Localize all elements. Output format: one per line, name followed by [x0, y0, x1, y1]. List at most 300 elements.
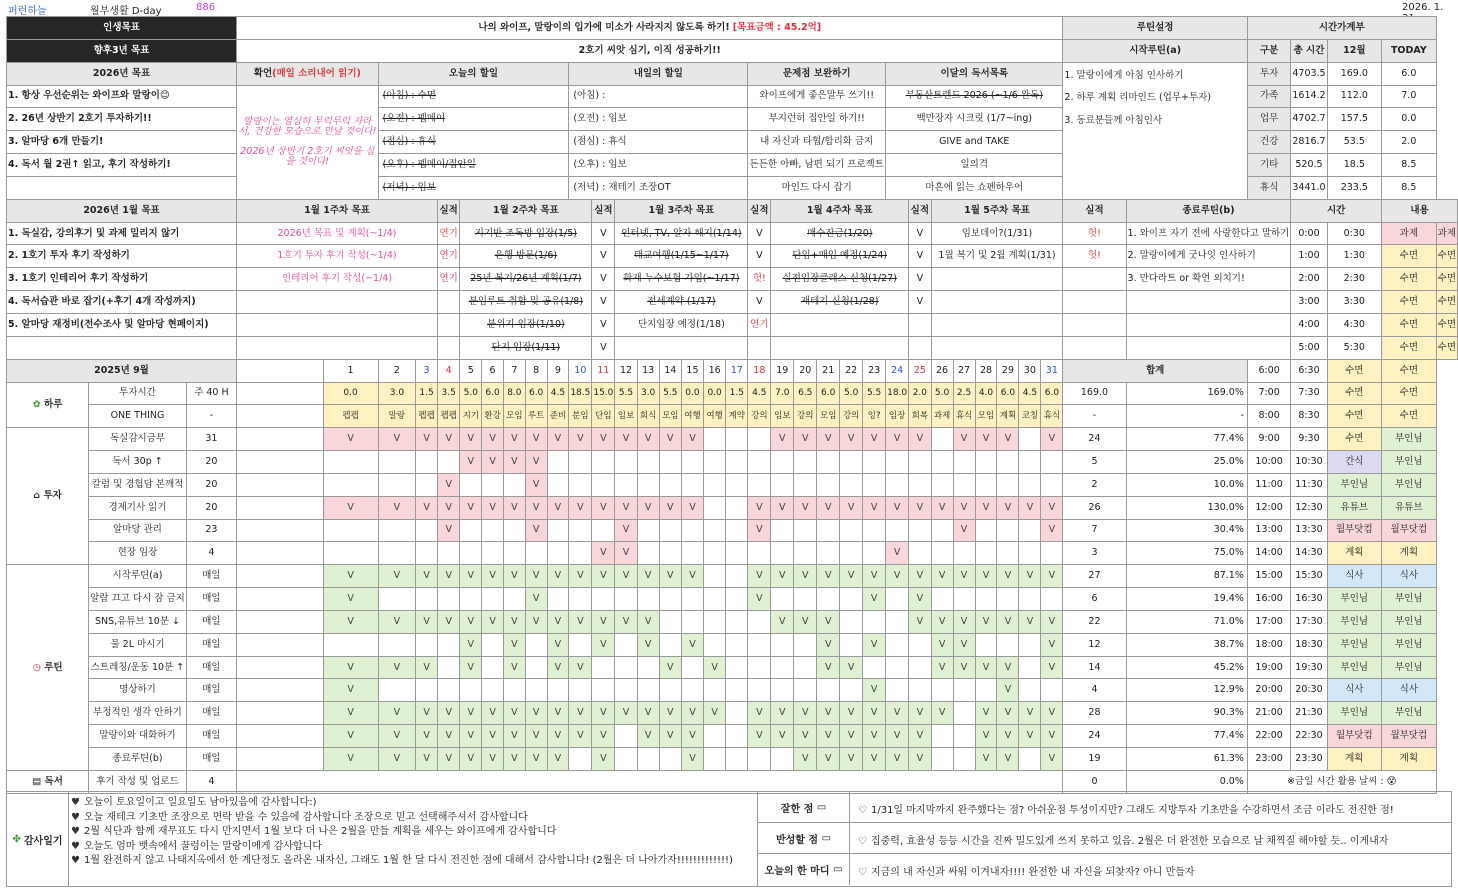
- day-check: V: [997, 656, 1019, 679]
- sum-percent: 130.0%: [1126, 496, 1247, 519]
- grid-row: [7, 656, 1458, 679]
- day-check: [794, 588, 817, 611]
- review-text: ♡ 지금의 내 자신과 싸워 이겨내자!!!! 완전한 내 자신을 되찾자? 아니 만들자: [858, 867, 1195, 878]
- day-check: [771, 633, 794, 656]
- day-check: [909, 473, 931, 496]
- day-check: [909, 656, 931, 679]
- time-actual: 계획: [1382, 542, 1437, 565]
- day-one-thing: 여행: [681, 405, 703, 428]
- day-check: [1041, 588, 1063, 611]
- grid-row: [7, 291, 1458, 314]
- day-check: [637, 542, 659, 565]
- row-target: 매일: [186, 588, 236, 611]
- day-check: V: [794, 725, 817, 748]
- day-check: [726, 428, 748, 451]
- section2-header: 1월 3주차 목표: [615, 199, 748, 222]
- day-one-thing: 단임: [592, 405, 615, 428]
- day-check: [569, 451, 592, 474]
- day-check: [748, 473, 771, 496]
- day-one-thing: 말랑: [378, 405, 416, 428]
- day-check: [771, 473, 794, 496]
- day-check: [909, 519, 931, 542]
- row-target: -: [186, 405, 236, 428]
- row-target: 매일: [186, 633, 236, 656]
- comment-icon: ▭: [832, 864, 843, 875]
- day-check: V: [975, 496, 997, 519]
- time-actual: 부인님: [1382, 610, 1437, 633]
- content-header: 내용: [1382, 199, 1458, 222]
- day-check: V: [1041, 428, 1063, 451]
- day-header: 31: [1041, 359, 1063, 382]
- sum-percent: 45.2%: [1126, 656, 1247, 679]
- time-plan: 수면: [1382, 336, 1437, 359]
- day-check: [997, 588, 1019, 611]
- budget-total: 4702.7: [1291, 108, 1327, 131]
- day-check: [886, 610, 909, 633]
- day-check: V: [569, 565, 592, 588]
- day-check: [953, 702, 975, 725]
- day-hours: 1.5: [726, 382, 748, 405]
- day-check: V: [416, 610, 438, 633]
- time-end: 2:30: [1327, 268, 1381, 291]
- day-hours: 0.0: [681, 382, 703, 405]
- day-one-thing: 지기: [460, 405, 482, 428]
- sun-icon: ✿: [32, 398, 41, 410]
- end-routine-item: 3. 만다라트 or 확언 외치기!: [1126, 268, 1291, 291]
- day-check: V: [460, 451, 482, 474]
- time-start: 5:00: [1291, 336, 1327, 359]
- tomorrow-todo: (아침) :: [569, 85, 748, 108]
- weekly-result: [437, 291, 459, 314]
- day-check: V: [817, 610, 840, 633]
- day-check: V: [748, 702, 771, 725]
- day-hours: 0.0: [323, 382, 378, 405]
- weekly-goal: 인터넷, TV, 알자 해지(1/14): [615, 222, 748, 245]
- goal-2026-item: 4. 독서 월 2권↑ 읽고, 후기 작성하기!: [7, 154, 237, 177]
- day-check: [704, 748, 726, 771]
- time-end: 10:30: [1291, 451, 1327, 474]
- day-check: [931, 428, 953, 451]
- day-check: V: [1019, 496, 1041, 519]
- row-label: 독실감시금부: [89, 428, 187, 451]
- weekly-goal: 재테기 신청(1/28): [771, 291, 909, 314]
- time-plan: 계획: [1327, 542, 1381, 565]
- time-start: 8:00: [1247, 405, 1290, 428]
- day-check: [704, 610, 726, 633]
- day-hours: 7.0: [771, 382, 794, 405]
- day-one-thing: 모임: [817, 405, 840, 428]
- day-check: [726, 496, 748, 519]
- problem-item: 와이프에게 좋은말투 쓰기!!: [748, 85, 886, 108]
- tracker-pad: [237, 656, 324, 679]
- tracker-pad: [237, 725, 324, 748]
- day-check: [953, 748, 975, 771]
- day-check: V: [323, 679, 378, 702]
- weekly-goal: [237, 313, 438, 336]
- day-check: [681, 473, 703, 496]
- day-header: 3: [416, 359, 438, 382]
- weekly-goal: 태교여행(1/15~1/17): [615, 245, 748, 268]
- day-check: [704, 588, 726, 611]
- weekly-goal: 매수잔금(1/20): [771, 222, 909, 245]
- time-start: 4:00: [1291, 313, 1327, 336]
- three-year-goal: 2호기 씨앗 심기, 이직 성공하기!!: [237, 39, 1063, 62]
- time-end: 8:30: [1291, 405, 1327, 428]
- day-check: V: [953, 496, 975, 519]
- time-actual: 수면: [1436, 291, 1457, 314]
- day-one-thing: 계획: [997, 405, 1019, 428]
- day-check: [726, 656, 748, 679]
- day-check: V: [863, 748, 886, 771]
- weekly-goal: 은행 방문(1/6): [460, 245, 592, 268]
- day-check: [931, 473, 953, 496]
- weekly-result: V: [592, 245, 615, 268]
- day-check: [817, 542, 840, 565]
- day-one-thing: 모임: [975, 405, 997, 428]
- day-check: [748, 610, 771, 633]
- day-check: [931, 542, 953, 565]
- day-check: [637, 473, 659, 496]
- row-target: 20: [186, 496, 236, 519]
- sum-total: 26: [1063, 496, 1126, 519]
- gratitude-line: ♥ 2월 식단과 함께 재무표도 다시 만지면서 1월 보다 더 나은 2월을 만들 계획을 세우는 와이프에게 감사합니다: [71, 826, 557, 837]
- time-end: 19:30: [1291, 656, 1327, 679]
- day-check: V: [378, 656, 416, 679]
- day-check: [1041, 542, 1063, 565]
- day-check: [482, 588, 504, 611]
- goal-2026-item: [7, 176, 237, 199]
- day-check: [931, 451, 953, 474]
- time-plan: 부인님: [1327, 633, 1381, 656]
- day-check: V: [437, 725, 459, 748]
- day-check: V: [378, 565, 416, 588]
- day-check: V: [1019, 565, 1041, 588]
- day-check: [592, 473, 615, 496]
- day-check: [704, 496, 726, 519]
- weekly-result: V: [592, 336, 615, 359]
- day-check: V: [592, 748, 615, 771]
- gratitude-label: ✤ 감사일기: [7, 792, 69, 886]
- day-check: [931, 519, 953, 542]
- grid-row: [7, 62, 1458, 85]
- section1-header: 2026년 목표: [7, 62, 237, 85]
- time-plan: 유튜브: [1327, 496, 1381, 519]
- budget-col-header: TODAY: [1382, 39, 1437, 62]
- start-routine-item: 3. 동료분들께 아침인사: [1064, 115, 1163, 127]
- weekly-goal: 1월 복기 및 2월 계획(1/31): [931, 245, 1063, 268]
- time-end: 1:30: [1327, 245, 1381, 268]
- row-target: 4: [186, 542, 236, 565]
- tracker-pad: [237, 451, 324, 474]
- sum-percent: -: [1126, 405, 1247, 428]
- day-check: V: [525, 451, 547, 474]
- day-check: [997, 519, 1019, 542]
- day-check: [547, 679, 569, 702]
- day-check: V: [997, 428, 1019, 451]
- weekly-result: V: [909, 245, 931, 268]
- end-routine-item: 1. 와이프 자기 전에 사랑한다고 말하기: [1126, 222, 1291, 245]
- time-plan: 부인님: [1327, 702, 1381, 725]
- day-check: V: [909, 496, 931, 519]
- time-actual: 수면: [1382, 405, 1437, 428]
- day-check: [482, 656, 504, 679]
- day-check: [323, 519, 378, 542]
- day-check: [975, 679, 997, 702]
- day-check: V: [817, 633, 840, 656]
- day-check: V: [569, 702, 592, 725]
- weekly-result: [909, 336, 931, 359]
- sum-percent: 19.4%: [1126, 588, 1247, 611]
- day-check: V: [704, 656, 726, 679]
- day-check: V: [592, 428, 615, 451]
- day-check: [840, 542, 863, 565]
- day-check: [659, 451, 681, 474]
- day-check: [615, 473, 637, 496]
- day-check: [547, 451, 569, 474]
- day-check: V: [863, 496, 886, 519]
- tracker-pad: [237, 496, 324, 519]
- time-plan: 수면: [1327, 382, 1381, 405]
- day-check: [482, 679, 504, 702]
- weekly-result: 연기: [437, 222, 459, 245]
- day-check: V: [482, 748, 504, 771]
- today-todo: (아침) : 수면: [378, 85, 569, 108]
- day-check: [794, 473, 817, 496]
- day-check: V: [592, 725, 615, 748]
- day-check: V: [794, 610, 817, 633]
- day-one-thing: 코칭: [1019, 405, 1041, 428]
- sum-percent: 61.3%: [1126, 748, 1247, 771]
- day-check: V: [1041, 565, 1063, 588]
- day-check: [378, 519, 416, 542]
- time-start: 14:00: [1247, 542, 1290, 565]
- grid-row: [7, 245, 1458, 268]
- day-check: V: [771, 725, 794, 748]
- monthly-goal: 1. 독실감, 강의후기 및 과제 밀리지 않기: [7, 222, 237, 245]
- day-check: V: [547, 565, 569, 588]
- grid-row: [7, 588, 1458, 611]
- review-label: 잘한 점 ▭: [758, 792, 850, 823]
- day-check: V: [323, 748, 378, 771]
- day-check: V: [323, 496, 378, 519]
- day-check: V: [748, 588, 771, 611]
- budget-category: 휴식: [1247, 176, 1290, 199]
- grid-row: [7, 565, 1458, 588]
- time-start: 21:00: [1247, 702, 1290, 725]
- today-todo: (저녁) : 임보: [378, 176, 569, 199]
- day-check: V: [482, 451, 504, 474]
- day-check: [637, 748, 659, 771]
- day-check: [637, 656, 659, 679]
- time-start: 7:00: [1247, 382, 1290, 405]
- budget-category: 업무: [1247, 108, 1290, 131]
- weekly-goal: 2026년 목표 및 계획(~1/4): [237, 222, 438, 245]
- day-check: [726, 542, 748, 565]
- top-bar: [0, 0, 1458, 16]
- day-check: V: [615, 542, 637, 565]
- day-one-thing: 임장: [886, 405, 909, 428]
- book-item: 백만장자 시크릿 (1/7~ing): [886, 108, 1063, 131]
- time-start: 9:00: [1247, 428, 1290, 451]
- tomorrow-todo: (저녁) : 재테기 조장OT: [569, 176, 748, 199]
- day-check: V: [525, 565, 547, 588]
- day-check: V: [503, 496, 525, 519]
- day-check: [569, 633, 592, 656]
- day-check: V: [840, 428, 863, 451]
- start-routine-list: [1063, 62, 1247, 199]
- row-target: 주 40 H: [186, 382, 236, 405]
- day-check: [460, 519, 482, 542]
- day-check: V: [659, 725, 681, 748]
- day-check: [525, 542, 547, 565]
- budget-total: 2816.7: [1291, 131, 1327, 154]
- day-check: V: [909, 428, 931, 451]
- budget-today: 2.0: [1382, 131, 1437, 154]
- weekly-result: [1063, 336, 1126, 359]
- day-check: [886, 656, 909, 679]
- goal-2026-item: 3. 알마당 6개 만들기!: [7, 131, 237, 154]
- day-check: [886, 519, 909, 542]
- day-header: 27: [953, 359, 975, 382]
- day-check: V: [1041, 633, 1063, 656]
- time-start: 3:00: [1291, 291, 1327, 314]
- time-actual: 유튜브: [1382, 496, 1437, 519]
- budget-total: 1614.2: [1291, 85, 1327, 108]
- time-actual: 부인님: [1382, 633, 1437, 656]
- day-check: V: [1041, 748, 1063, 771]
- budget-today: 8.5: [1382, 154, 1437, 177]
- clock-icon: ◷: [32, 661, 41, 673]
- day-header: 25: [909, 359, 931, 382]
- sum-total: 0: [1063, 770, 1126, 793]
- day-check: V: [437, 428, 459, 451]
- day-check: V: [997, 610, 1019, 633]
- day-check: [863, 656, 886, 679]
- weekly-result: [1063, 313, 1126, 336]
- day-check: [863, 542, 886, 565]
- day-check: V: [794, 702, 817, 725]
- day-check: V: [437, 565, 459, 588]
- day-check: V: [1019, 702, 1041, 725]
- day-check: V: [886, 496, 909, 519]
- time-start: 13:00: [1247, 519, 1290, 542]
- life-goal: 나의 와이프, 말랑이의 입가에 미소가 사라지지 않도록 하기! [목표금액 : 45.2억]: [237, 17, 1063, 40]
- day-check: [482, 473, 504, 496]
- house-icon: ⌂: [33, 490, 41, 502]
- sum-total: 6: [1063, 588, 1126, 611]
- day-check: [482, 519, 504, 542]
- weekly-goal: 실전임장클래스 신청(1/27): [771, 268, 909, 291]
- section1-header: 문제점 보완하기: [748, 62, 886, 85]
- weekly-result: V: [592, 313, 615, 336]
- day-check: [416, 679, 438, 702]
- day-check: [748, 633, 771, 656]
- day-check: [704, 428, 726, 451]
- weekly-result: V: [909, 291, 931, 314]
- day-check: V: [482, 496, 504, 519]
- day-check: V: [547, 633, 569, 656]
- day-check: [615, 588, 637, 611]
- day-check: V: [615, 496, 637, 519]
- sum-total: 12: [1063, 633, 1126, 656]
- day-check: V: [659, 702, 681, 725]
- tracker-pad: [237, 473, 324, 496]
- grid-row: [7, 428, 1458, 451]
- day-check: V: [931, 610, 953, 633]
- time-plan: 수면: [1382, 291, 1437, 314]
- day-header: 21: [817, 359, 840, 382]
- day-check: [997, 473, 1019, 496]
- time-plan: 수면: [1327, 428, 1381, 451]
- day-check: V: [931, 633, 953, 656]
- date-label: 2026. 1.: [1402, 2, 1444, 13]
- today-todo: (오전) : 펩메이: [378, 108, 569, 131]
- day-check: V: [503, 748, 525, 771]
- day-one-thing: 회식: [637, 405, 659, 428]
- day-check: [437, 542, 459, 565]
- group-reading: ▤ 독서: [7, 770, 89, 793]
- grid-row: [7, 39, 1458, 62]
- day-check: [547, 473, 569, 496]
- time-plan: 수면: [1327, 359, 1381, 382]
- row-target: 매일: [186, 679, 236, 702]
- day-check: [931, 679, 953, 702]
- day-check: V: [997, 496, 1019, 519]
- day-check: [953, 725, 975, 748]
- day-check: V: [547, 428, 569, 451]
- day-check: [323, 542, 378, 565]
- day-check: V: [547, 656, 569, 679]
- problem-item: 마인드 다시 잡기: [748, 176, 886, 199]
- day-check: V: [416, 496, 438, 519]
- day-check: [637, 588, 659, 611]
- gratitude-line: ♥ 오늘도 엄마 뱃속에서 꿀렁이는 말랑이에게 감사합니다: [71, 840, 323, 852]
- day-check: V: [503, 633, 525, 656]
- book-item: 마흔에 읽는 쇼펜하우어: [886, 176, 1063, 199]
- day-one-thing: 여행: [704, 405, 726, 428]
- day-check: V: [771, 428, 794, 451]
- day-check: [886, 679, 909, 702]
- tracker-pad: [237, 542, 324, 565]
- day-hours: 2.5: [953, 382, 975, 405]
- tomorrow-todo: (점심) : 휴식: [569, 131, 748, 154]
- day-check: V: [460, 610, 482, 633]
- gratitude-line: ♥ 오늘 재테크 기초반 조장으로 면락 받을 수 있음에 감사합니다 조장으로 믿고 선택해주셔서 감사합니다: [71, 811, 528, 823]
- review-text: ♡ 1/31일 마지막까지 완주했다는 점? 아쉬운점 투성이지만? 그래도 지방투자 기초반을 수강하면서 조금 이라도 전진한 점!: [858, 805, 1394, 816]
- day-check: [704, 451, 726, 474]
- time-actual: 부인님: [1382, 473, 1437, 496]
- day-hours: 5.5: [863, 382, 886, 405]
- day-header: 17: [726, 359, 748, 382]
- time-actual: 수면: [1436, 313, 1457, 336]
- day-check: V: [817, 656, 840, 679]
- day-check: [886, 473, 909, 496]
- day-one-thing: 펩펩: [437, 405, 459, 428]
- time-actual: 월부닷컴: [1382, 519, 1437, 542]
- day-check: [659, 519, 681, 542]
- day-check: V: [437, 473, 459, 496]
- weekly-goal: [931, 268, 1063, 291]
- tracker-pad: [237, 405, 324, 428]
- time-start: 19:00: [1247, 656, 1290, 679]
- day-check: V: [909, 565, 931, 588]
- day-check: V: [323, 588, 378, 611]
- time-start: 2:00: [1291, 268, 1327, 291]
- day-check: [592, 451, 615, 474]
- day-check: [659, 748, 681, 771]
- row-target: 매일: [186, 748, 236, 771]
- sum-total: 4: [1063, 679, 1126, 702]
